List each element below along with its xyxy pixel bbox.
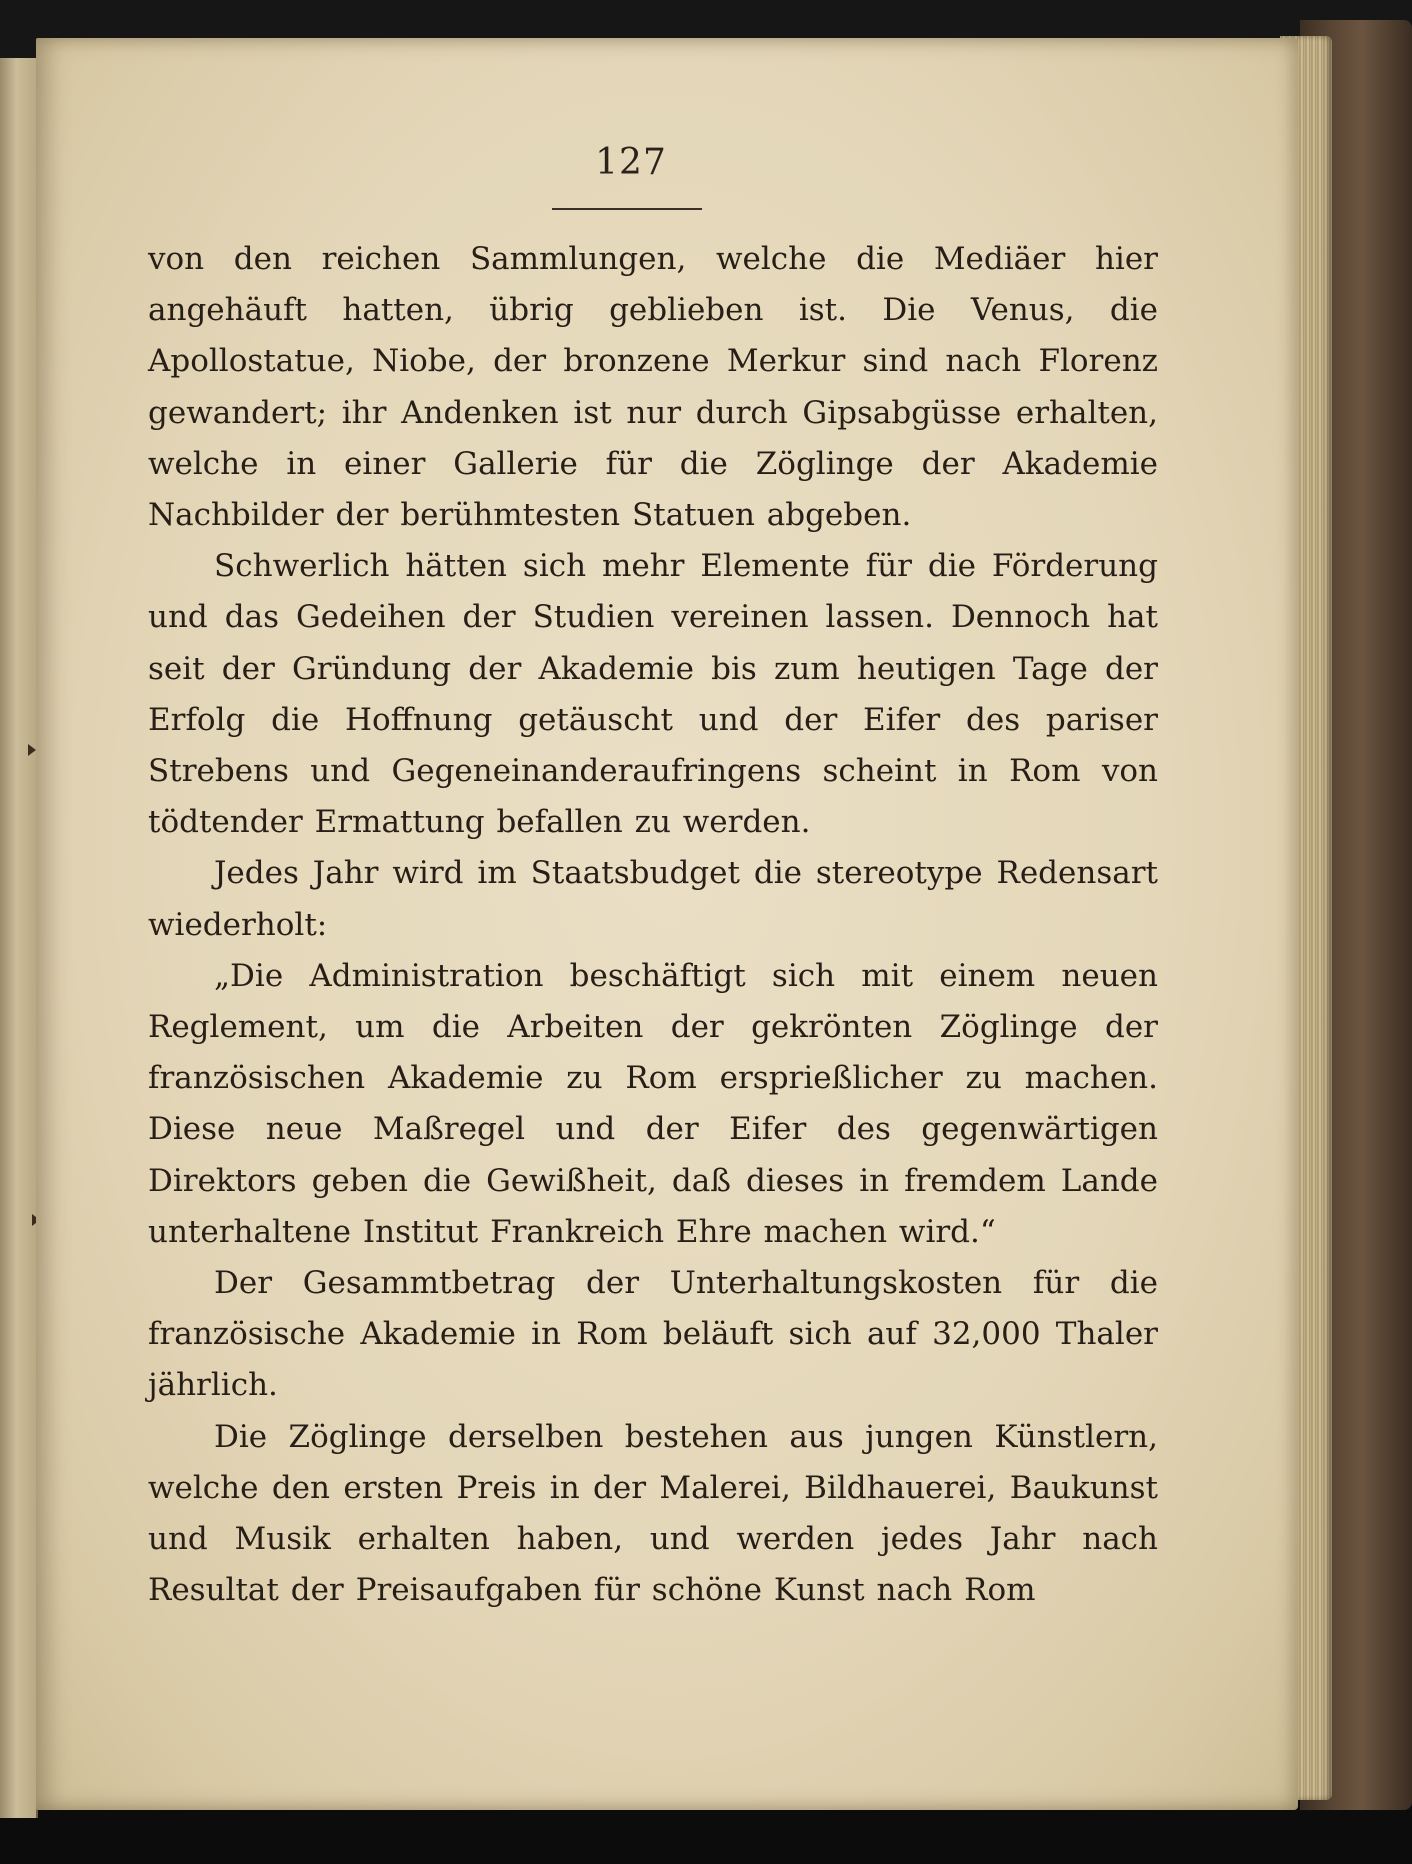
paragraph: Schwerlich hätten sich mehr Elemente für die Förderung und das Gedeihen der Studien vereinen lassen. Dennoch hat seit der Gründung der Akademie bis zum heutigen Tage der Erfolg die Hoffnung getäuscht und der Eifer des pariser Strebens und Gegeneinanderaufringens scheint in Rom von tödtender Ermattung befallen zu werden. bbox=[148, 548, 1158, 841]
header-rule bbox=[552, 208, 702, 210]
binding-mark bbox=[28, 744, 36, 756]
facing-page-edge bbox=[0, 58, 38, 1818]
quoted-paragraph: „Die Administration beschäftigt sich mit einem neuen Reglement, um die Arbeiten der gekrönten Zöglinge der französischen Akademie zu Rom ersprießlicher zu machen. Diese neue Maßregel und der Eifer des gegenwärtigen Direktors geben die Gewißheit, daß dieses in fremdem Lande unterhaltene Institut Frankreich Ehre machen wird.“ bbox=[148, 957, 1158, 1250]
page-number: 127 bbox=[595, 142, 667, 183]
paragraph: Die Zöglinge derselben bestehen aus jungen Künstlern, welche den ersten Preis in der Malerei, Bildhauerei, Baukunst und Musik erhalten haben, und werden jedes Jahr nach Resultat der Preisaufgaben für schöne Kunst nach Rom bbox=[148, 1418, 1158, 1609]
paragraph: von den reichen Sammlungen, welche die Mediäer hier angehäuft hatten, übrig geblieben ist. Die Venus, die Apollostatue, Niobe, der bronzene Merkur sind nach Florenz gewandert; ihr Andenken ist nur durch Gipsabgüsse erhalten, welche in einer Gallerie für die Zöglinge der Akademie Nachbilder der berühmtesten Statuen abgeben. bbox=[148, 241, 1158, 534]
book-page bbox=[36, 38, 1298, 1810]
paragraph: Der Gesammtbetrag der Unterhaltungskosten für die französische Akademie in Rom beläuft sich auf 32,000 Thaler jährlich. bbox=[148, 1265, 1158, 1404]
page-body-text bbox=[148, 234, 1158, 1616]
paragraph: Jedes Jahr wird im Staatsbudget die stereotype Redensart wiederholt: bbox=[148, 855, 1158, 943]
